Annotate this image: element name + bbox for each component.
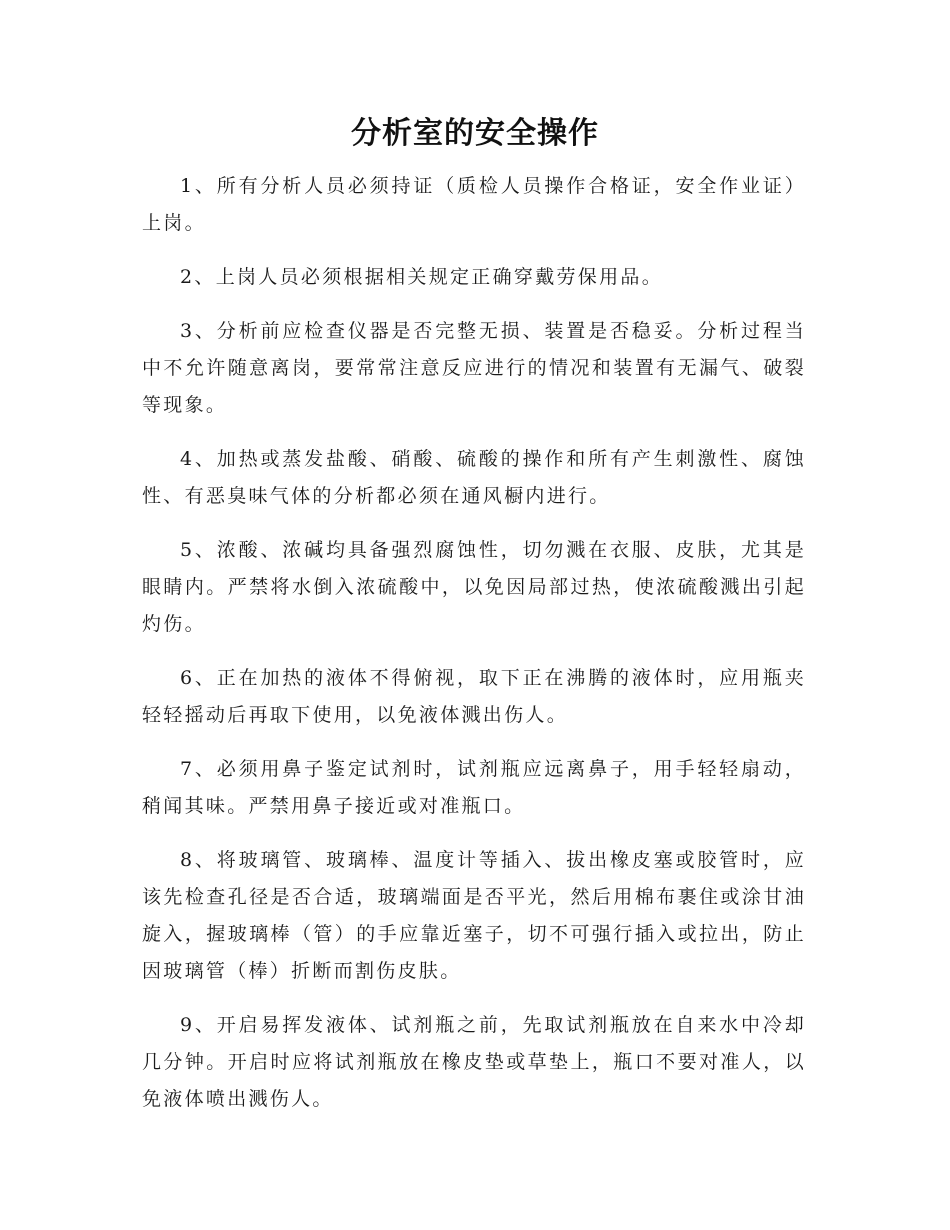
paragraph-2: 2、上岗人员必须根据相关规定正确穿戴劳保用品。 (180, 266, 663, 288)
document-title: 分析室的安全操作 (351, 116, 599, 151)
paragraph-4: 4、加热或蒸发盐酸、硝酸、硫酸的操作和所有产生刺激性、腐蚀性、有恶臭味气体的分析都必须在通风橱内进行。 (142, 448, 806, 507)
paragraph-3: 3、分析前应检查仪器是否完整无损、装置是否稳妥。分析过程当中不允许随意离岗，要常常注意反应进行的情况和装置有无漏气、破裂等现象。 (142, 320, 806, 416)
paragraph-6: 6、正在加热的液体不得俯视，取下正在沸腾的液体时，应用瓶夹轻轻摇动后再取下使用，以免液体溅出伤人。 (142, 667, 806, 726)
paragraph-5: 5、浓酸、浓碱均具备强烈腐蚀性，切勿溅在衣服、皮肤，尤其是眼睛内。严禁将水倒入浓硫酸中，以免因局部过热，使浓硫酸溅出引起灼伤。 (142, 539, 806, 635)
document-body (142, 168, 806, 1135)
paragraph-1: 1、所有分析人员必须持证（质检人员操作合格证，安全作业证）上岗。 (142, 175, 806, 234)
paragraph-7: 7、必须用鼻子鉴定试剂时，试剂瓶应远离鼻子，用手轻轻扇动，稍闻其味。严禁用鼻子接近或对准瓶口。 (142, 758, 806, 817)
paragraph-8: 8、将玻璃管、玻璃棒、温度计等插入、拔出橡皮塞或胶管时，应该先检查孔径是否合适，玻璃端面是否平光，然后用棉布裹住或涂甘油旋入，握玻璃棒（管）的手应靠近塞子，切不可强行插入或拉出，防止因玻璃管（棒）折断而割伤皮肤。 (142, 849, 806, 982)
paragraph-9: 9、开启易挥发液体、试剂瓶之前，先取试剂瓶放在自来水中冷却几分钟。开启时应将试剂瓶放在橡皮垫或草垫上，瓶口不要对准人，以免液体喷出溅伤人。 (142, 1014, 806, 1110)
